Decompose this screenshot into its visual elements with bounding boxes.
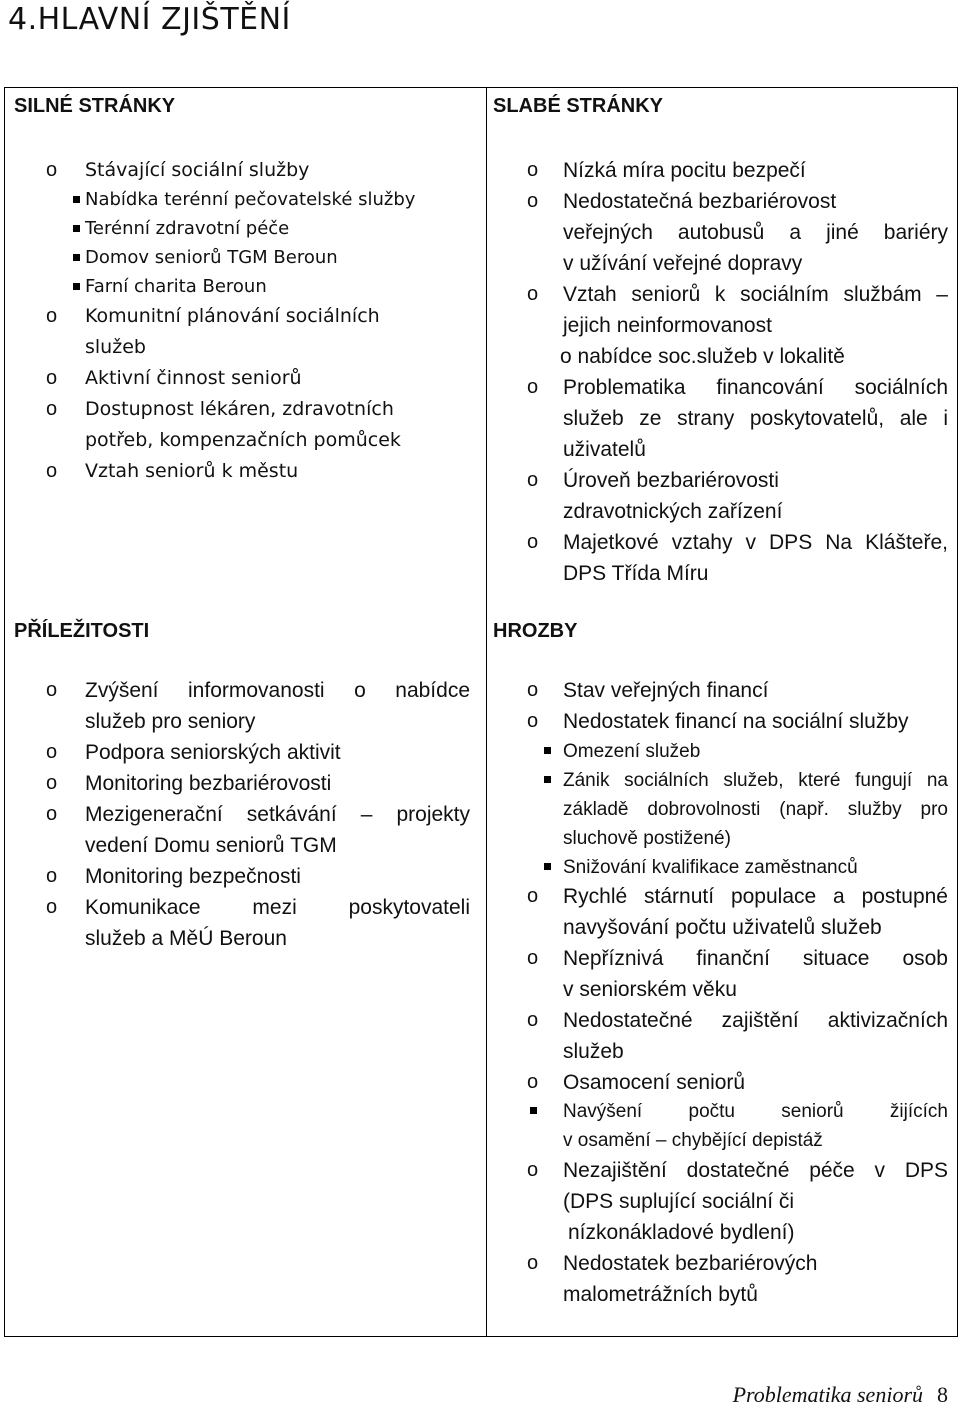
list-item-cont: služeb ze strany poskytovatelů, ale i xyxy=(563,407,948,430)
list-item: Nedostatek bezbariérových xyxy=(563,1252,818,1275)
bullet-o: o xyxy=(46,772,58,794)
list-subitem: Omezení služeb xyxy=(563,741,701,762)
page-footer xyxy=(733,1382,948,1408)
list-item: Nízká míra pocitu bezpečí xyxy=(563,159,806,182)
bullet-o: o xyxy=(46,896,58,918)
list-item-cont: zdravotnických zařízení xyxy=(563,500,783,523)
list-item: Nedostatek financí na sociální služby xyxy=(563,710,909,733)
footer-title: Problematika seniorů xyxy=(732,1382,923,1407)
list-item: Komunitní plánování sociálních xyxy=(85,305,380,327)
list-item: Rychlé stárnutí populace a postupné xyxy=(563,885,948,908)
list-item-cont: uživatelů xyxy=(563,438,646,461)
list-item-cont: veřejných autobusů a jiné bariéry xyxy=(563,221,948,244)
list-item: Stávající sociální služby xyxy=(85,159,310,181)
page-heading: 4.HLAVNÍ ZJIŠTĚNÍ xyxy=(8,2,291,37)
list-item: Mezigenerační setkávání – projekty xyxy=(85,803,470,826)
list-item-cont: (DPS suplující sociální či xyxy=(563,1190,795,1213)
list-item-cont: nízkonákladové bydlení) xyxy=(568,1221,795,1244)
weaknesses-title: SLABÉ STRÁNKY xyxy=(493,95,664,117)
bullet-o: o xyxy=(527,1159,539,1181)
list-item-cont: služeb pro seniory xyxy=(85,710,256,733)
list-item: Problematika financování sociálních xyxy=(563,376,948,399)
list-item: Podpora seniorských aktivit xyxy=(85,741,341,764)
list-subitem: Navýšení počtu seniorů žijících xyxy=(563,1101,948,1122)
list-item-cont: v užívání veřejné dopravy xyxy=(563,252,803,275)
bullet-o: o xyxy=(46,865,58,887)
list-subitem-cont: sluchově postižené) xyxy=(563,828,731,849)
list-item: Monitoring bezbariérovosti xyxy=(85,772,332,795)
list-subitem: Domov seniorů TGM Beroun xyxy=(85,247,338,268)
list-item-cont: potřeb, kompenzačních pomůcek xyxy=(85,429,401,451)
list-subitem: Nabídka terénní pečovatelské služby xyxy=(85,189,416,210)
list-item: Nezajištění dostatečné péče v DPS xyxy=(563,1159,948,1182)
opportunities-title: PŘÍLEŽITOSTI xyxy=(14,620,150,642)
list-item: Komunikace mezi poskytovateli xyxy=(85,896,470,919)
bullet-o: o xyxy=(527,1252,539,1274)
bullet-o: o xyxy=(527,710,539,732)
list-item-cont: služeb a MěÚ Beroun xyxy=(85,927,287,950)
list-item: Vztah seniorů k městu xyxy=(85,460,299,482)
bullet-o: o xyxy=(46,460,58,482)
bullet-o: o xyxy=(527,283,539,305)
square-bullet xyxy=(73,254,80,261)
list-item: Monitoring bezpečnosti xyxy=(85,865,301,888)
square-bullet xyxy=(73,225,80,232)
square-bullet xyxy=(530,1107,537,1114)
bullet-o: o xyxy=(46,398,58,420)
list-item: Dostupnost lékáren, zdravotních xyxy=(85,398,394,420)
bullet-o: o xyxy=(527,885,539,907)
list-item-cont: o nabídce soc.služeb v lokalitě xyxy=(560,345,845,368)
bullet-o: o xyxy=(46,803,58,825)
list-item: Nedostatečná bezbariérovost xyxy=(563,190,837,213)
square-bullet xyxy=(73,196,80,203)
list-subitem-cont: základě dobrovolnosti (např. služby pro xyxy=(563,799,948,820)
list-item: Nedostatečné zajištění aktivizačních xyxy=(563,1009,948,1032)
list-subitem: Zánik sociálních služeb, které fungují na xyxy=(563,770,948,791)
bullet-o: o xyxy=(46,741,58,763)
square-bullet xyxy=(544,776,551,783)
bullet-o: o xyxy=(527,1009,539,1031)
square-bullet xyxy=(73,283,80,290)
list-item-cont: služeb xyxy=(563,1040,624,1063)
bullet-o: o xyxy=(46,679,58,701)
list-item: Nepříznivá finanční situace osob xyxy=(563,947,948,970)
bullet-o: o xyxy=(527,376,539,398)
list-item: Zvýšení informovanosti o nabídce xyxy=(85,679,470,702)
list-item-cont: malometrážních bytů xyxy=(563,1283,758,1306)
list-subitem: Farní charita Beroun xyxy=(85,276,267,297)
list-item: Majetkové vztahy v DPS Na Klášteře, xyxy=(563,531,948,554)
list-item: Stav veřejných financí xyxy=(563,679,769,702)
list-subitem: Snižování kvalifikace zaměstnanců xyxy=(563,857,858,878)
bullet-o: o xyxy=(46,159,58,181)
list-item-cont: vedení Domu seniorů TGM xyxy=(85,834,337,857)
list-item-cont: v seniorském věku xyxy=(563,978,737,1001)
list-item: Osamocení seniorů xyxy=(563,1071,746,1094)
square-bullet xyxy=(544,747,551,754)
list-item-cont: jejich neinformovanost xyxy=(563,314,772,337)
bullet-o: o xyxy=(527,947,539,969)
bullet-o: o xyxy=(527,531,539,553)
bullet-o: o xyxy=(46,367,58,389)
list-subitem: Terénní zdravotní péče xyxy=(85,218,290,239)
list-item-cont: navyšování počtu uživatelů služeb xyxy=(563,916,882,939)
bullet-o: o xyxy=(527,679,539,701)
list-item: Vztah seniorů k sociálním službám – xyxy=(563,283,948,306)
list-item-cont: DPS Třída Míru xyxy=(563,562,709,585)
list-subitem-cont: v osamění – chybějící depistáž xyxy=(563,1130,823,1151)
list-item: Aktivní činnost seniorů xyxy=(85,367,302,389)
list-item: Úroveň bezbariérovosti xyxy=(563,469,779,492)
bullet-o: o xyxy=(527,190,539,212)
threats-title: HROZBY xyxy=(493,620,578,642)
bullet-o: o xyxy=(527,1071,539,1093)
bullet-o: o xyxy=(527,469,539,491)
list-item-cont: služeb xyxy=(85,336,146,358)
page-number: 8 xyxy=(937,1382,948,1407)
bullet-o: o xyxy=(527,159,539,181)
bullet-o: o xyxy=(46,305,58,327)
column-divider xyxy=(486,88,487,1336)
strengths-title: SILNÉ STRÁNKY xyxy=(14,95,176,117)
square-bullet xyxy=(544,863,551,870)
